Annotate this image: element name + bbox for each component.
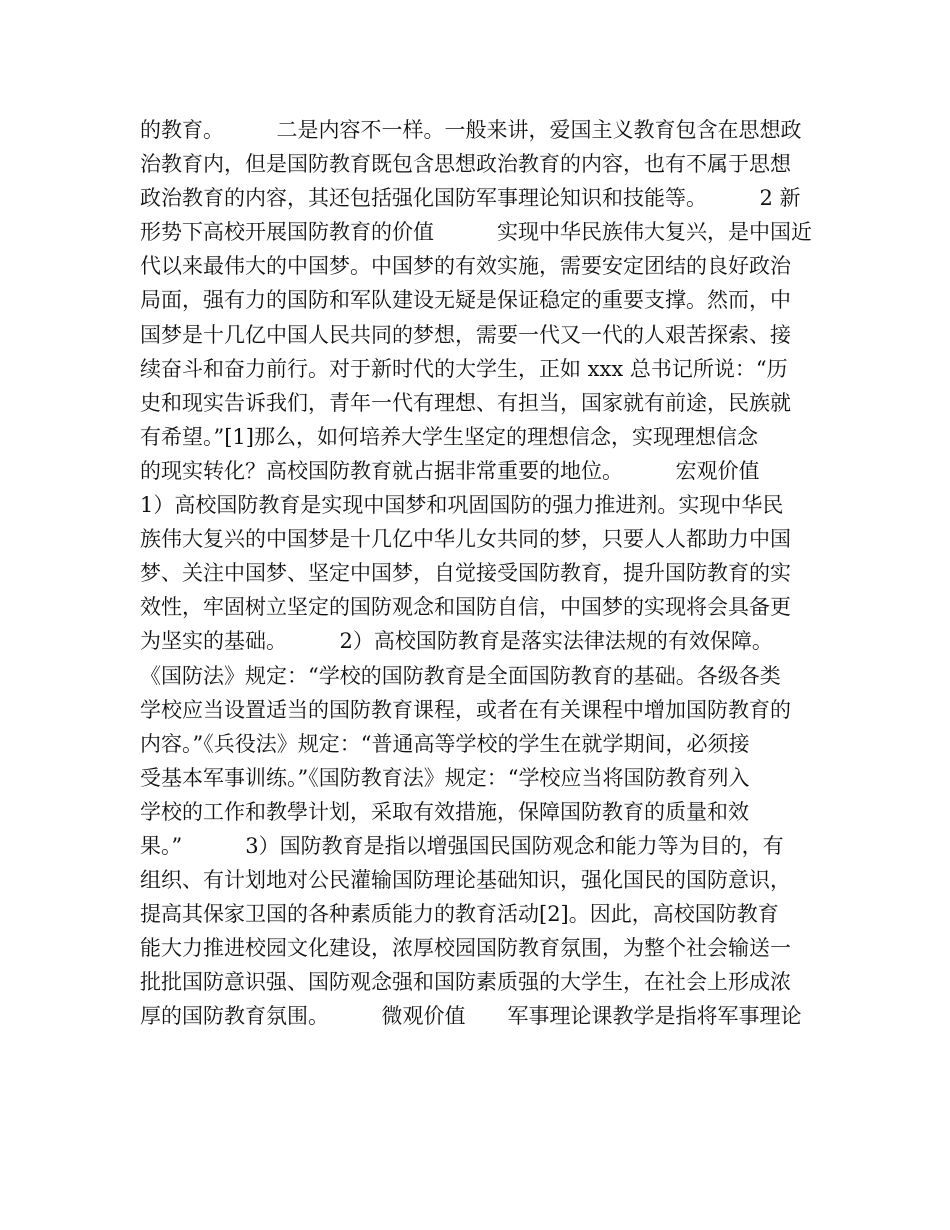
- text-line: 能大力推进校园文化建设，浓厚校园国防教育氛围，为整个社会输送一: [140, 936, 791, 961]
- body-text: [140, 113, 820, 1034]
- text-line: 续奋斗和奋力前行。对于新时代的大学生，正如 xxx 总书记所说：“历: [140, 356, 788, 381]
- text-line: 国梦是十几亿中国人民共同的梦想，需要一代又一代的人艰苦探索、接: [140, 322, 791, 347]
- text-line: 局面，强有力的国防和军队建设无疑是保证稳定的重要支撑。然而，中: [140, 288, 791, 313]
- text-line: 形势下高校开展国防教育的价值 实现中华民族伟大复兴，是中国近: [140, 220, 812, 245]
- text-line: 受基本军事训练。”《国防教育法》规定：“学校应当将国防教育列入: [140, 765, 750, 790]
- text-line: 族伟大复兴的中国梦是十几亿中华儿女共同的梦，只要人人都助力中国: [140, 527, 791, 552]
- text-line: 效性，牢固树立坚定的国防观念和国防自信，中国梦的实现将会具备更: [140, 595, 791, 620]
- text-line: 梦、关注中国梦、坚定中国梦，自觉接受国防教育，提升国防教育的实: [140, 561, 791, 586]
- text-line: 组织、有计划地对公民灌输国防理论基础知识，强化国民的国防意识，: [140, 868, 791, 893]
- text-line: 提高其保家卫国的各种素质能力的教育活动[2]。因此，高校国防教育: [140, 902, 779, 927]
- text-line: 批批国防意识强、国防观念强和国防素质强的大学生，在社会上形成浓: [140, 970, 791, 995]
- text-line: 1）高校国防教育是实现中国梦和巩固国防的强力推进剂。实现中华民: [140, 493, 784, 518]
- text-line: 厚的国防教育氛围。 微观价值 军事理论课教学是指将军事理论: [140, 1004, 802, 1029]
- text-line: 的现实转化？高校国防教育就占据非常重要的地位。 宏观价值: [140, 458, 760, 483]
- text-line: 内容。”《兵役法》规定：“普通高等学校的学生在就学期间，必须接: [140, 731, 750, 756]
- text-line: 史和现实告诉我们，青年一代有理想、有担当，国家就有前途，民族就: [140, 390, 791, 415]
- text-line: 果。” 3）国防教育是指以增强国民国防观念和能力等为目的，有: [140, 833, 784, 858]
- text-line: 为坚实的基础。 2）高校国防教育是落实法律法规的有效保障。: [140, 629, 773, 654]
- text-line: 治教育内，但是国防教育既包含思想政治教育的内容，也有不属于思想: [140, 152, 791, 177]
- text-line: 代以来最伟大的中国梦。中国梦的有效实施，需要安定团结的良好政治: [140, 254, 791, 279]
- text-line: 政治教育的内容，其还包括强化国防军事理论知识和技能等。 2 新: [140, 186, 801, 211]
- text-line: 《国防法》规定：“学校的国防教育是全面国防教育的基础。各级各类: [140, 663, 781, 688]
- text-line: 学校应当设置适当的国防教育课程，或者在有关课程中增加国防教育的: [140, 697, 791, 722]
- text-line: 的教育。 二是内容不一样。一般来讲，爱国主义教育包含在思想政: [140, 118, 802, 142]
- text-line: 学校的工作和教學计划，采取有效措施，保障国防教育的质量和效: [140, 799, 749, 824]
- text-line: 有希望。”[1]那么，如何培养大学生坚定的理想信念，实现理想信念: [140, 424, 758, 449]
